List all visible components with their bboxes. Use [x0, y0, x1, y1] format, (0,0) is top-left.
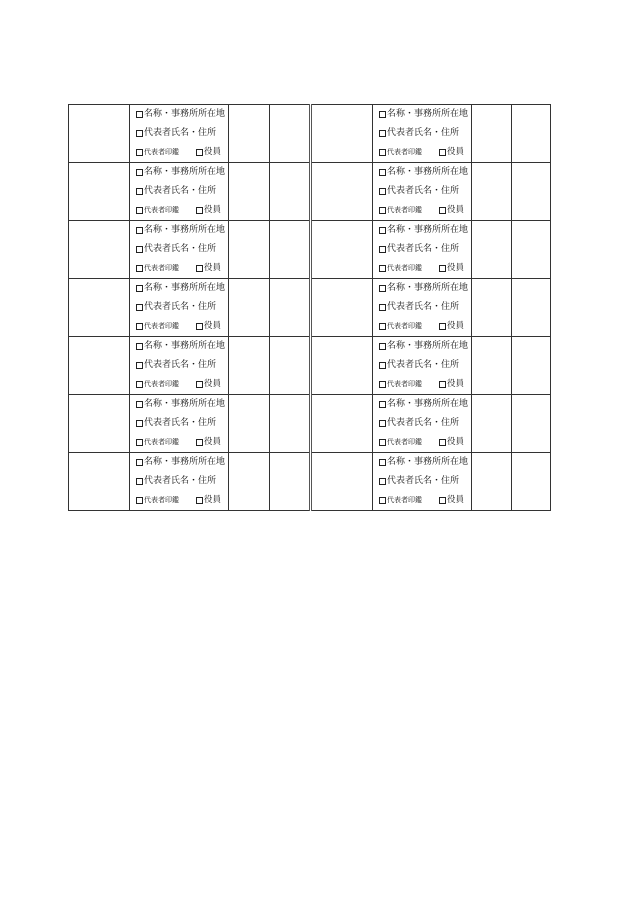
- option-officers[interactable]: 役員: [196, 322, 221, 331]
- checkbox[interactable]: [136, 401, 143, 408]
- right-checkbox-options: [373, 337, 472, 395]
- checkbox[interactable]: [439, 381, 446, 388]
- right-blank-cell[interactable]: [512, 163, 551, 221]
- right-blank-cell[interactable]: [512, 337, 551, 395]
- checkbox[interactable]: [439, 439, 446, 446]
- checkbox[interactable]: [136, 323, 143, 330]
- option-rep-name-address[interactable]: 代表者氏名・住所: [379, 240, 471, 259]
- checkbox[interactable]: [379, 362, 386, 369]
- left-checkbox-options: [130, 395, 229, 453]
- option-rep-name-address[interactable]: 代表者氏名・住所: [379, 182, 471, 201]
- checkbox[interactable]: [136, 285, 143, 292]
- checkbox[interactable]: [136, 497, 143, 504]
- left-blank-cell[interactable]: [69, 453, 130, 511]
- left-blank-cell[interactable]: [270, 221, 311, 279]
- option-officers[interactable]: 役員: [196, 496, 221, 505]
- option-officers[interactable]: 役員: [439, 322, 464, 331]
- option-seal-officers: 代表者印鑑 役員: [379, 317, 471, 336]
- checkbox[interactable]: [196, 207, 203, 214]
- table-row: [69, 337, 551, 395]
- checkbox[interactable]: [439, 149, 446, 156]
- option-officers[interactable]: 役員: [439, 380, 464, 389]
- table-row: [69, 395, 551, 453]
- checkbox[interactable]: [196, 265, 203, 272]
- checkbox[interactable]: [379, 130, 386, 137]
- option-name-address[interactable]: 名称・事務所所在地: [136, 163, 228, 182]
- option-officers[interactable]: 役員: [196, 264, 221, 273]
- table-row: [69, 453, 551, 511]
- option-rep-name-address[interactable]: 代表者氏名・住所: [136, 182, 228, 201]
- checkbox[interactable]: [439, 265, 446, 272]
- option-name-address[interactable]: 名称・事務所所在地: [379, 453, 471, 472]
- option-name-address[interactable]: 名称・事務所所在地: [379, 221, 471, 240]
- option-officers[interactable]: 役員: [196, 380, 221, 389]
- option-name-address[interactable]: 名称・事務所所在地: [379, 279, 471, 298]
- checkbox[interactable]: [136, 169, 143, 176]
- option-seal-officers: 代表者印鑑 役員: [379, 491, 471, 510]
- option-rep-name-address[interactable]: 代表者氏名・住所: [379, 356, 471, 375]
- checkbox[interactable]: [379, 227, 386, 234]
- checkbox[interactable]: [136, 459, 143, 466]
- option-seal-officers: 代表者印鑑 役員: [379, 143, 471, 162]
- option-rep-name-address[interactable]: 代表者氏名・住所: [136, 356, 228, 375]
- right-blank-cell[interactable]: [512, 105, 551, 163]
- table-row: [69, 105, 551, 163]
- checkbox[interactable]: [379, 207, 386, 214]
- right-blank-cell[interactable]: [512, 395, 551, 453]
- registration-items-table: [68, 104, 551, 511]
- checkbox[interactable]: [136, 439, 143, 446]
- right-blank-cell[interactable]: [472, 337, 512, 395]
- checkbox[interactable]: [379, 246, 386, 253]
- checkbox[interactable]: [136, 304, 143, 311]
- right-checkbox-options: [373, 395, 472, 453]
- option-officers[interactable]: 役員: [439, 264, 464, 273]
- checkbox[interactable]: [379, 304, 386, 311]
- checkbox[interactable]: [136, 246, 143, 253]
- left-blank-cell[interactable]: [229, 279, 270, 337]
- right-blank-cell[interactable]: [472, 453, 512, 511]
- right-blank-cell[interactable]: [311, 337, 373, 395]
- option-rep-name-address[interactable]: 代表者氏名・住所: [136, 298, 228, 317]
- checkbox[interactable]: [379, 188, 386, 195]
- option-rep-name-address[interactable]: 代表者氏名・住所: [379, 414, 471, 433]
- right-checkbox-options: [373, 163, 472, 221]
- checkbox[interactable]: [379, 381, 386, 388]
- option-rep-name-address[interactable]: 代表者氏名・住所: [379, 124, 471, 143]
- option-officers[interactable]: 役員: [439, 206, 464, 215]
- option-officers[interactable]: 役員: [439, 438, 464, 447]
- left-checkbox-options: [130, 453, 229, 511]
- checkbox[interactable]: [196, 497, 203, 504]
- table-row: [69, 279, 551, 337]
- checkbox[interactable]: [439, 497, 446, 504]
- right-checkbox-options: [373, 221, 472, 279]
- left-blank-cell[interactable]: [270, 163, 311, 221]
- left-blank-cell[interactable]: [69, 337, 130, 395]
- right-blank-cell[interactable]: [311, 453, 373, 511]
- right-blank-cell[interactable]: [311, 395, 373, 453]
- right-blank-cell[interactable]: [311, 105, 373, 163]
- checkbox[interactable]: [136, 227, 143, 234]
- option-rep-name-address[interactable]: 代表者氏名・住所: [136, 240, 228, 259]
- right-blank-cell[interactable]: [472, 105, 512, 163]
- left-blank-cell[interactable]: [229, 395, 270, 453]
- checkbox[interactable]: [379, 265, 386, 272]
- option-name-address[interactable]: 名称・事務所所在地: [379, 163, 471, 182]
- checkbox[interactable]: [379, 111, 386, 118]
- right-blank-cell[interactable]: [311, 279, 373, 337]
- checkbox[interactable]: [196, 149, 203, 156]
- checkbox[interactable]: [136, 420, 143, 427]
- checkbox[interactable]: [136, 362, 143, 369]
- right-blank-cell[interactable]: [472, 221, 512, 279]
- right-blank-cell[interactable]: [472, 279, 512, 337]
- checkbox[interactable]: [379, 439, 386, 446]
- left-blank-cell[interactable]: [69, 221, 130, 279]
- checkbox[interactable]: [136, 111, 143, 118]
- option-rep-name-address[interactable]: 代表者氏名・住所: [136, 414, 228, 433]
- option-seal-officers: 代表者印鑑 役員: [379, 375, 471, 394]
- checkbox[interactable]: [379, 420, 386, 427]
- option-seal-officers: 代表者印鑑 役員: [136, 375, 228, 394]
- option-seal-officers: 代表者印鑑 役員: [379, 259, 471, 278]
- table-row: [69, 221, 551, 279]
- option-rep-name-address[interactable]: 代表者氏名・住所: [379, 298, 471, 317]
- checkbox[interactable]: [136, 149, 143, 156]
- right-blank-cell[interactable]: [311, 221, 373, 279]
- option-officers[interactable]: 役員: [196, 206, 221, 215]
- right-blank-cell[interactable]: [512, 453, 551, 511]
- left-blank-cell[interactable]: [229, 453, 270, 511]
- checkbox[interactable]: [379, 149, 386, 156]
- checkbox[interactable]: [136, 265, 143, 272]
- checkbox[interactable]: [379, 169, 386, 176]
- option-name-address[interactable]: 名称・事務所所在地: [136, 221, 228, 240]
- checkbox[interactable]: [379, 497, 386, 504]
- left-blank-cell[interactable]: [229, 337, 270, 395]
- left-blank-cell[interactable]: [69, 105, 130, 163]
- table-row: [69, 163, 551, 221]
- checkbox[interactable]: [136, 343, 143, 350]
- checkbox[interactable]: [136, 381, 143, 388]
- right-blank-cell[interactable]: [472, 395, 512, 453]
- checkbox[interactable]: [379, 285, 386, 292]
- checkbox[interactable]: [439, 323, 446, 330]
- option-seal-officers: 代表者印鑑 役員: [136, 201, 228, 220]
- checkbox[interactable]: [379, 343, 386, 350]
- checkbox[interactable]: [196, 323, 203, 330]
- option-officers[interactable]: 役員: [196, 148, 221, 157]
- right-checkbox-options: [373, 453, 472, 511]
- right-checkbox-options: [373, 105, 472, 163]
- checkbox[interactable]: [136, 207, 143, 214]
- right-blank-cell[interactable]: [472, 163, 512, 221]
- option-name-address[interactable]: 名称・事務所所在地: [136, 337, 228, 356]
- right-blank-cell[interactable]: [311, 163, 373, 221]
- checkbox[interactable]: [196, 381, 203, 388]
- option-seal-officers: 代表者印鑑 役員: [379, 201, 471, 220]
- right-checkbox-options: [373, 279, 472, 337]
- right-blank-cell[interactable]: [512, 221, 551, 279]
- option-officers[interactable]: 役員: [196, 438, 221, 447]
- option-seal-officers: 代表者印鑑 役員: [379, 433, 471, 452]
- left-blank-cell[interactable]: [69, 395, 130, 453]
- left-blank-cell[interactable]: [69, 279, 130, 337]
- left-checkbox-options: [130, 221, 229, 279]
- left-blank-cell[interactable]: [69, 163, 130, 221]
- left-blank-cell[interactable]: [229, 221, 270, 279]
- option-name-address[interactable]: 名称・事務所所在地: [136, 453, 228, 472]
- option-name-address[interactable]: 名称・事務所所在地: [136, 279, 228, 298]
- checkbox[interactable]: [379, 323, 386, 330]
- left-checkbox-options: [130, 163, 229, 221]
- option-rep-name-address[interactable]: 代表者氏名・住所: [136, 472, 228, 491]
- option-name-address[interactable]: 名称・事務所所在地: [379, 395, 471, 414]
- left-blank-cell[interactable]: [270, 395, 311, 453]
- left-blank-cell[interactable]: [270, 337, 311, 395]
- left-blank-cell[interactable]: [270, 105, 311, 163]
- option-officers[interactable]: 役員: [439, 148, 464, 157]
- right-blank-cell[interactable]: [512, 279, 551, 337]
- option-officers[interactable]: 役員: [439, 496, 464, 505]
- option-rep-name-address[interactable]: 代表者氏名・住所: [379, 472, 471, 491]
- checkbox[interactable]: [136, 478, 143, 485]
- left-blank-cell[interactable]: [270, 453, 311, 511]
- left-checkbox-options: [130, 105, 229, 163]
- option-name-address[interactable]: 名称・事務所所在地: [136, 105, 228, 124]
- option-seal-officers: 代表者印鑑 役員: [136, 433, 228, 452]
- checkbox[interactable]: [379, 459, 386, 466]
- checkbox[interactable]: [439, 207, 446, 214]
- checkbox[interactable]: [136, 188, 143, 195]
- left-checkbox-options: [130, 337, 229, 395]
- left-blank-cell[interactable]: [229, 105, 270, 163]
- left-blank-cell[interactable]: [270, 279, 311, 337]
- checkbox[interactable]: [379, 478, 386, 485]
- option-name-address[interactable]: 名称・事務所所在地: [136, 395, 228, 414]
- checkbox[interactable]: [196, 439, 203, 446]
- option-rep-name-address[interactable]: 代表者氏名・住所: [136, 124, 228, 143]
- left-blank-cell[interactable]: [229, 163, 270, 221]
- option-seal-officers: 代表者印鑑 役員: [136, 491, 228, 510]
- checkbox[interactable]: [136, 130, 143, 137]
- option-seal-officers: 代表者印鑑 役員: [136, 317, 228, 336]
- option-seal-officers: 代表者印鑑 役員: [136, 143, 228, 162]
- checkbox[interactable]: [379, 401, 386, 408]
- left-checkbox-options: [130, 279, 229, 337]
- option-seal-officers: 代表者印鑑 役員: [136, 259, 228, 278]
- option-name-address[interactable]: 名称・事務所所在地: [379, 105, 471, 124]
- option-name-address[interactable]: 名称・事務所所在地: [379, 337, 471, 356]
